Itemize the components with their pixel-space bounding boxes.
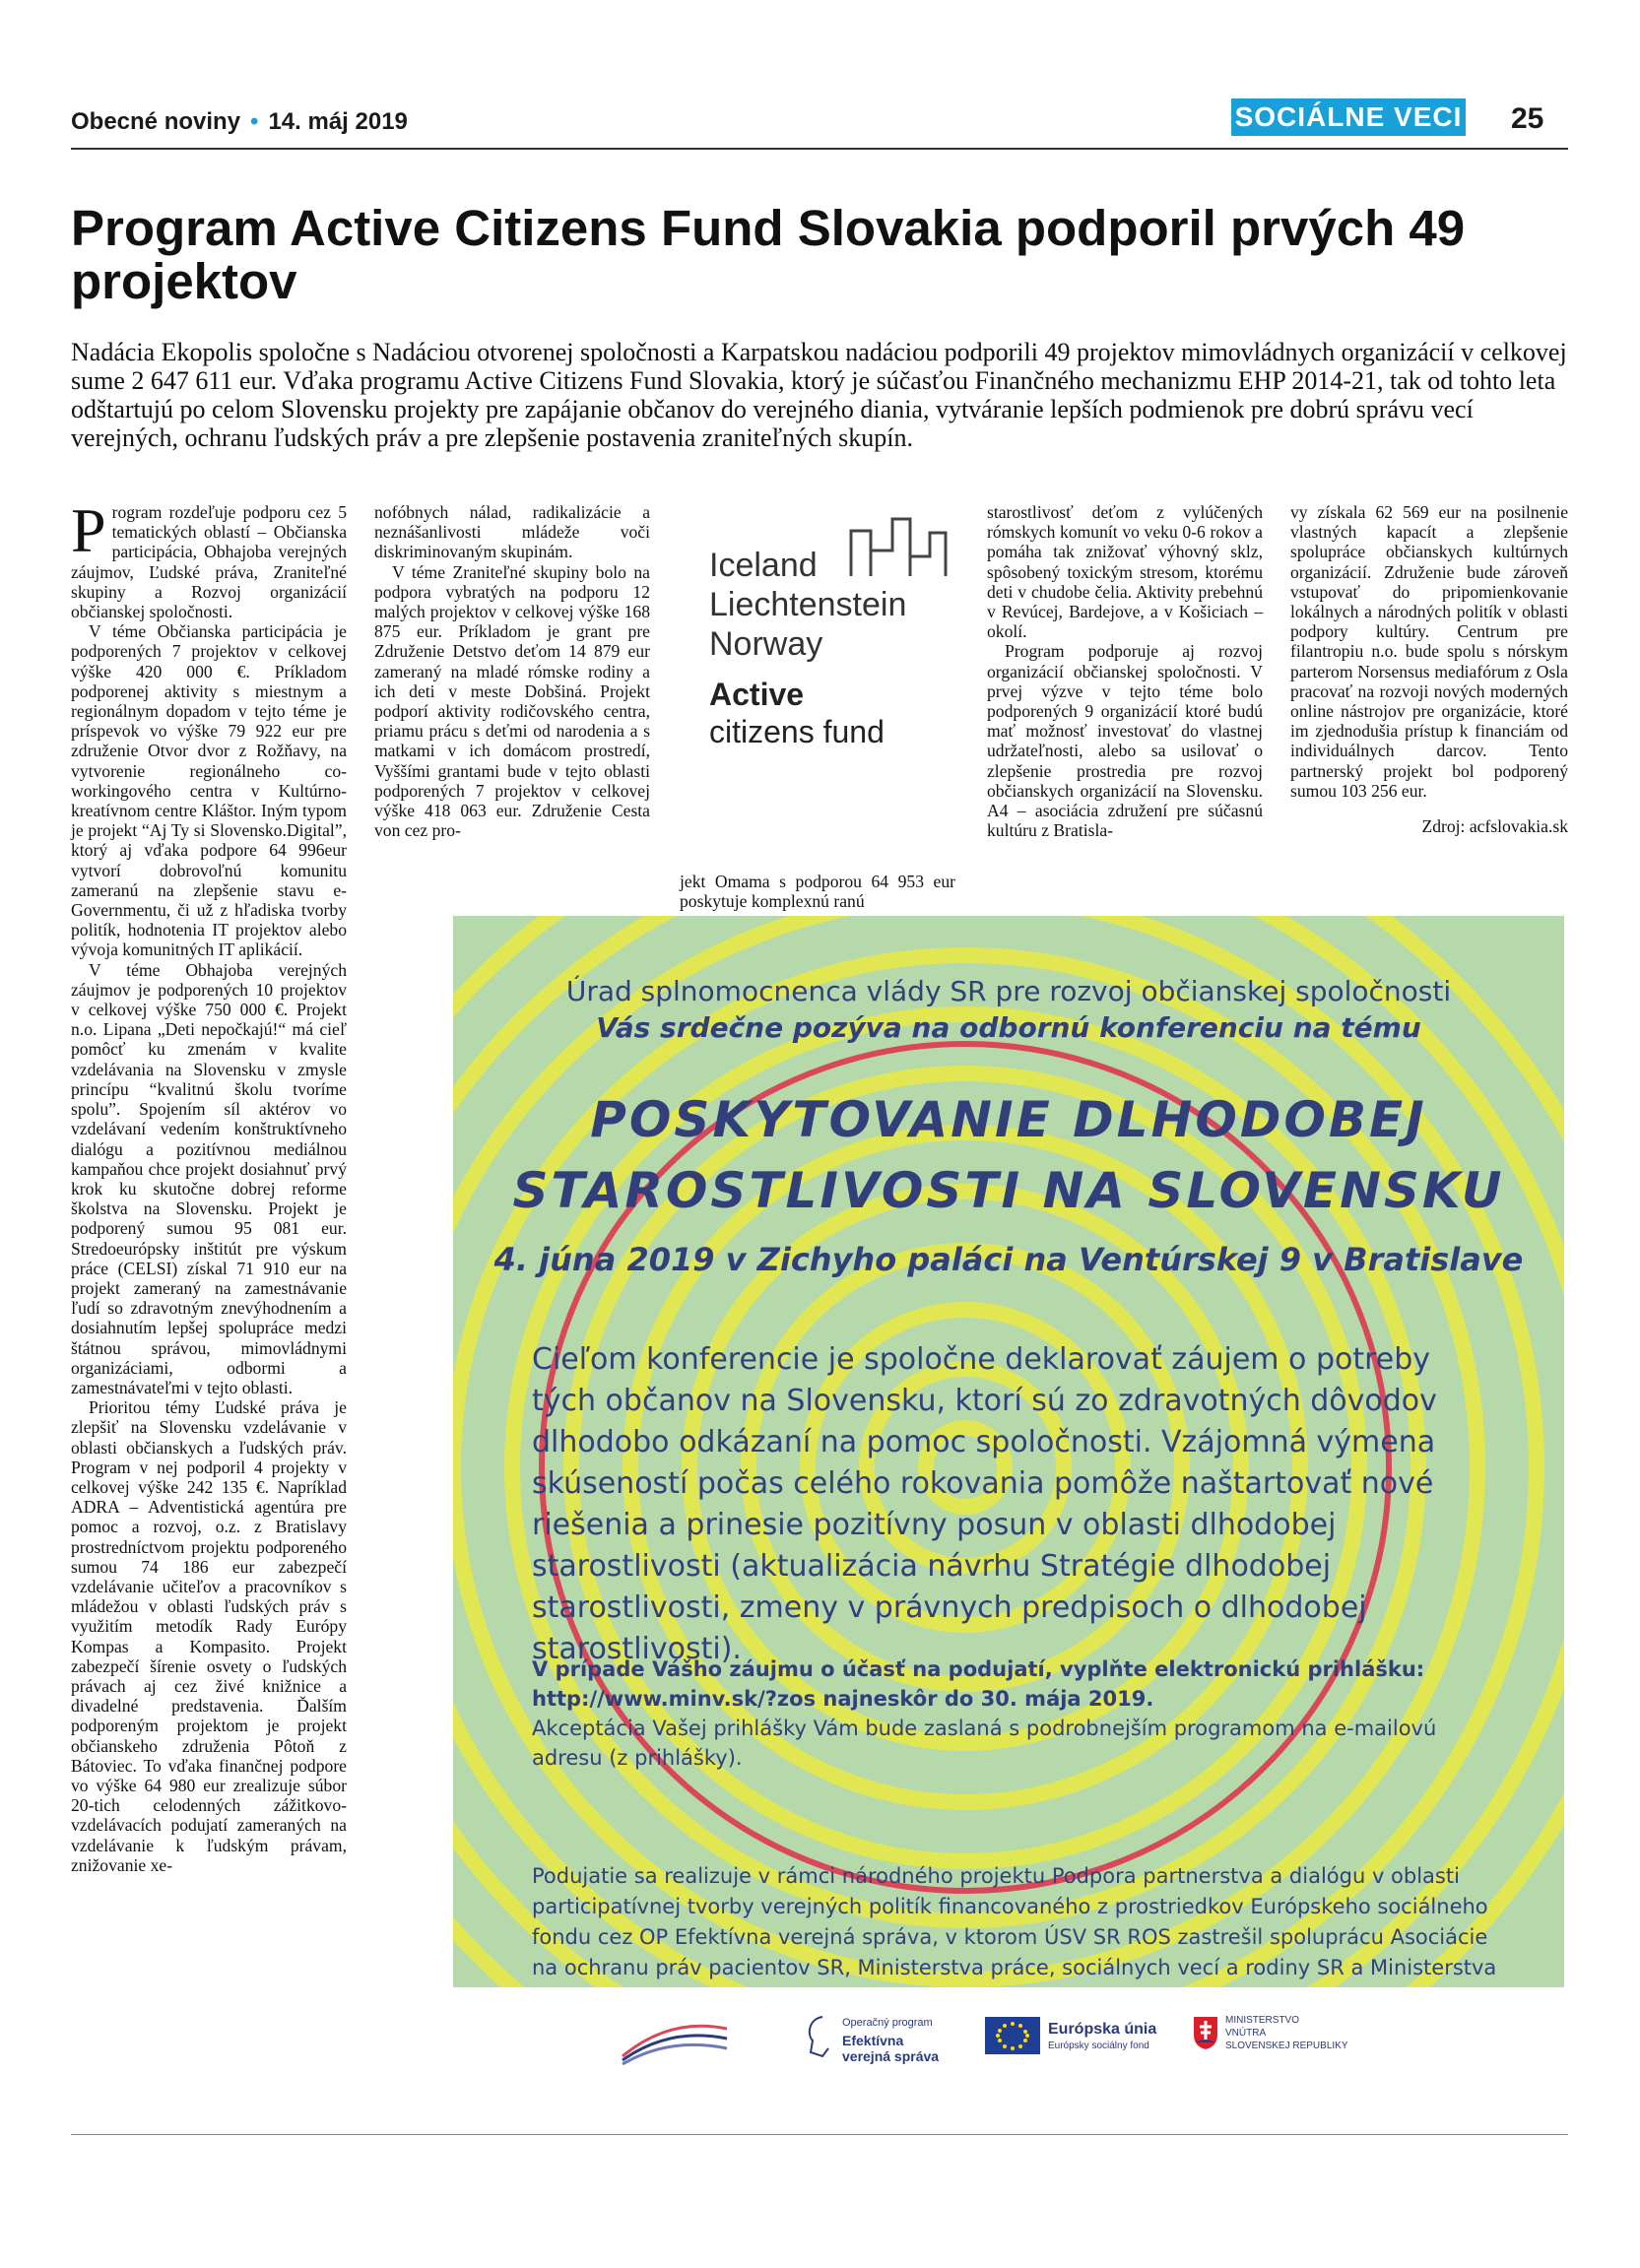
page-header <box>71 98 1568 144</box>
logo-mark-icon <box>849 511 948 590</box>
logo-line-norway: Norway <box>709 625 823 663</box>
paragraph: V téme Občianska participácia je podporených 7 projektov v celkovej výške 420 000 €. Príkladom podporenej aktivity s miestnym a regionálnym dopadom v tejto téme je príspevok vo výške 79 922 eur pre združenie Otvor dvor z Rožňavy, na vytvorenie regionálneho co-workingového centra v Kultúrno-kreatívnom centre Kláštor. Iným typom je projekt “Aj Ty si Slovensko.Digital”, ktorý aj vďaka podpore 64 996eur vytvorí dobrovoľnú komunitu zameranú na zlepšenie stavu e-Governmentu, či už z hľadiska tvorby politík, hodnotenia IT projektov alebo vývoja komunitných IT aplikácií. <box>71 621 347 960</box>
logo-line-liechtenstein: Liechtenstein <box>709 586 907 623</box>
paragraph: Prioritou témy Ľudské práva je zlepšiť na Slovensku vzdelávanie v oblasti občianskych a ľudských práv. Program v nej podporil 4 projekty v celkovej výške 242 135 €. Napríklad ADRA – Adventistická agentúra pre pomoc a rozvoj, o.z. z Bratislavy prostredníctvom projektu podporeného sumou 74 186 eur zabezpečí vzdelávanie učiteľov a pracovníkov s mládežou v oblasti ľudských práv s využitím metodík Rady Európy Kompas a Kompasito. Projekt zabezpečí šírenie osvety o ľudských právach aj cez živé knižnice a divadelné predstavenia. Ďalším podporeným projektom je projekt občianskeho združenia Pôtoň z Bátoviec. To vďaka finančnej podpore vo výške 64 980 eur zrealizuje súbor 20-tich celodenných zážitkovo-vzdelávacích podujatí zameraných na vzdelávanie k ľudským právam, znižovanie xe- <box>71 1397 347 1875</box>
registration-link[interactable]: http://www.minv.sk/?zos najneskôr do 30. mája 2019. <box>532 1687 1154 1711</box>
ministry-line-2: VNÚTRA <box>1225 2028 1267 2039</box>
ad-body: Cieľom konferencie je spoločne deklarovať záujem o potreby tých občanov na Slovensku, ktorí sú zo zdravotných dôvodov dlhodobo odkázaní na pomoc spoločnosti. Vzájomná výmena skúseností počas celého rokovania pomôže naštartovať nové riešenia a prinesie pozitívny posun v oblasti dlhodobej starostlivosti (aktualizácia návrhu Stratégie dlhodobej starostlivosti, zmeny v právnych predpisoch o dlhodobej starostlivosti). <box>532 1342 1437 1666</box>
paper-name: Obecné noviny <box>71 108 241 135</box>
lead-paragraph: Nadácia Ekopolis spoločne s Nadáciou otvorenej spoločnosti a Karpatskou nadáciou podporili 49 projektov mimovládnych organizácií v celkovej sume 2 647 611 eur. Vďaka programu Active Citizens Fund Slovakia, ktorý je súčasťou Finančného mechanizmu EHP 2014-21, tak od tohto leta odštartujú po celom Slovensku projekty pre zapájanie občanov do verejného diania, vytváranie lepších podmienok pre dobrú správu vecí verejných, ochranu ľudských práv a pre zlepšenie postavenia zraniteľných skupín. <box>71 338 1567 452</box>
esf-label: Európsky sociálny fond <box>1048 2041 1149 2051</box>
bullet: • <box>250 108 259 135</box>
eu-flag-icon <box>985 2017 1040 2054</box>
header-rule <box>71 148 1568 150</box>
article-column-1 <box>71 495 347 1875</box>
paragraph: Program rozdeľuje podporu cez 5 tematických oblastí – Občianska participácia, Obhajoba verejných záujmov, Ľudské práva, Zraniteľné skupiny a Rozvoj organizácií občianskej spoločnosti. <box>71 495 347 622</box>
paragraph: starostlivosť deťom z vylúčených rómskych komunít vo veku 0-6 rokov a pomáha tak znižovať výhovný sklz, spôsobený toxickým stresom, ktorému deti v chudobe čelia. Aktivity prebehnú v Revúcej, Bardejove, a v Košiciach – okolí. <box>987 502 1263 642</box>
ad-funding-note: Podujatie sa realizuje v rámci národného projektu Podpora partnerstva a dialógu v oblasti participatívnej tvorby verejných politík financovaného z prostriedkov Európskeho sociálneho fondu cez OP Efektívna verejná správa, v ktorom ÚSV SR ROS zastrešil spoluprácu Asociácie na ochranu práv pacientov SR, Ministerstva práce, sociálnych vecí a rodiny SR a Ministerstva <box>532 1864 1497 1979</box>
headline: Program Active Citizens Fund Slovakia podporil prvých 49 projektov <box>71 200 1466 309</box>
slovak-coat-of-arms-icon <box>1192 2015 1219 2050</box>
ministry-line-3: SLOVENSKEJ REPUBLIKY <box>1225 2041 1348 2051</box>
ad-logo-strip <box>453 1987 1564 2088</box>
swoosh-logo-icon <box>621 2017 729 2066</box>
article-column-3 <box>680 872 955 911</box>
page-number: 25 <box>1511 102 1544 135</box>
registration-line-1: V prípade Vášho záujmu o účasť na podujatí, vyplňte elektronickú prihlášku: <box>532 1657 1425 1681</box>
eu-label: Európska únia <box>1048 2021 1157 2038</box>
head-profile-icon <box>803 2013 836 2062</box>
ad-registration <box>532 1654 1497 1773</box>
drop-cap: P <box>71 495 106 565</box>
paragraph: V téme Zraniteľné skupiny bolo na podpora vybratých na podporu 12 malých projektov v celkovej výške 168 875 eur. Príkladom je grant pre Združenie Detstvo deťom 14 879 eur zameraný na mladé rómske rodiny a ich deti v meste Dobšiná. Projekt podporí aktivity rodičovského centra, priamu prácu s deťmi od narodenia a s matkami v ich domácom prostredí, Vyššími grantami bude v tejto oblasti podporených 7 projektov v celkovej výške 418 063 eur. Združenie Cesta von cez pro- <box>374 561 650 841</box>
ministry-line-1: MINISTERSTVO <box>1225 2015 1300 2026</box>
footer-rule <box>71 2134 1568 2135</box>
conference-advertisement <box>453 916 1564 2088</box>
paragraph: V téme Obhajoba verejných záujmov je podporených 10 projektov v celkovej výške 750 000 €. Projekt n.o. Lipana „Deti nepočkajú!“ má cieľ pomôcť ku zmenám v kvalite vzdelávania na Slovensku v zmysle princípu “kvalitnú školu tvoríme spolu”. Spojením síl aktérov vo vzdelávaní vedením konštruktívneho dialógu a pozitívnou mediálnou kampaňou chce projekt dosiahnuť prvý krok ku skutočne dobrej reforme školstva na Slovensku. Projekt je podporený sumou 95 081 eur. Stredoeurópsky inštitút pre výskum práce (CELSI) získal 71 910 eur na projekt zameraný na zamestnávanie ľudí so zdravotným znevýhodnením a dosiahnutím lepšej spolupráce medzi štátnou správou, mimovládnymi organizáciami, odbormi a zamestnávateľmi v tejto oblasti. <box>71 959 347 1397</box>
op-name-label: Efektívna verejná správa <box>842 2033 940 2064</box>
registration-line-3: Akceptácia Vašej prihlášky Vám bude zaslaná s podrobnejším programom na e-mailovú adresu (z prihlášky). <box>532 1717 1437 1770</box>
active-citizens-fund-logo <box>709 507 955 763</box>
paragraph: jekt Omama s podporou 64 953 eur poskytuje komplexnú ranú <box>680 872 955 912</box>
logo-line-iceland: Iceland <box>709 547 818 584</box>
paragraph: vy získala 62 569 eur na posilnenie vlastných kapacít a zlepšenie spolupráce občianskych kultúrnych organizácií. Združenie bude zároveň vstupovať do pripomienkovanie lokálnych a národných politík v oblasti podpory kultúry. Centrum pre filantropiu n.o. bude spolu s nórskym parterom Norsensus mediafórum z Osla pracovať na rozvoji nových moderných online nástrojov pre organizácie, ktoré im zjednodušia prístup k financiám od individuálnych darcov. Tento partnerský projekt bol podporený sumou 103 256 eur. <box>1290 502 1568 801</box>
article-column-2 <box>374 502 650 840</box>
paragraph: nofóbnych nálad, radikalizácie a neznášanlivosti mládeže voči diskriminovaným skupinám. <box>374 502 650 562</box>
ad-date-place: 4. júna 2019 v Zichyho paláci na Ventúrskej 9 v Bratislave <box>493 1241 1524 1278</box>
ad-title-line-1: POSKYTOVANIE DLHODOBEJ <box>590 1091 1427 1148</box>
masthead <box>71 108 408 136</box>
ad-invitation: Vás srdečne pozýva na odbornú konferenciu na tému <box>596 1011 1421 1044</box>
logo-line-active: Active <box>709 677 805 712</box>
source-credit: Zdroj: acfslovakia.sk <box>1421 816 1568 837</box>
logo-line-citizens-fund: citizens fund <box>709 714 885 749</box>
article-column-5 <box>1290 502 1568 836</box>
op-small-label: Operačný program <box>842 2017 933 2029</box>
paragraph: Program podporuje aj rozvoj organizácií občianskej spoločnosti. V prvej výzve v tejto téme bolo podporených 9 organizácií ktoré budú mať možnosť investovať do vlastnej udržateľnosti, alebo sa usilovať o zlepšenie prostredia pre rozvoj občianskych organizácií na Slovensku. A4 – asociácia združení pre súčasnú kultúru z Bratisla- <box>987 641 1263 841</box>
ad-organizer: Úrad splnomocnenca vlády SR pre rozvoj občianskej spoločnosti <box>565 975 1452 1007</box>
ad-title-line-2: STAROSTLIVOSTI NA SLOVENSKU <box>512 1162 1505 1219</box>
section-tag: SOCIÁLNE VECI <box>1231 98 1466 136</box>
issue-date: 14. máj 2019 <box>268 108 408 135</box>
article-column-4 <box>987 502 1263 840</box>
